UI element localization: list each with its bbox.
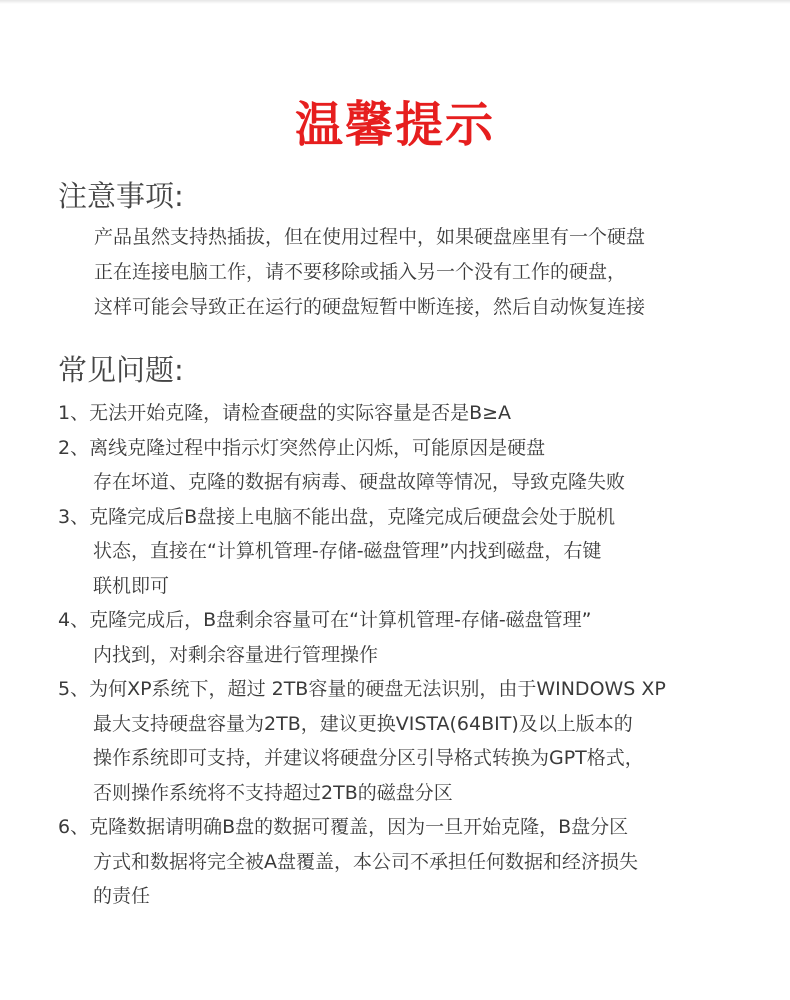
notice-line: 正在连接电脑工作，请不要移除或插入另一个没有工作的硬盘，	[94, 261, 627, 283]
notice-section	[58, 176, 758, 325]
faq-line: 内找到，对剩余容量进行管理操作	[93, 643, 379, 666]
notice-body	[94, 220, 758, 325]
faq-line: 的责任	[93, 885, 151, 907]
faq-line: 最大支持硬盘容量为2TB，建议更换VISTA(64BIT)及以上版本的	[93, 712, 633, 735]
faq-line: 存在坏道、克隆的数据有病毒、硬盘故障等情况，导致克隆失败	[93, 471, 626, 493]
faq-item-3	[58, 500, 758, 604]
notice-line: 这样可能会导致正在运行的硬盘短暂中断连接，然后自动恢复连接	[94, 296, 646, 318]
notice-line: 产品虽然支持热插拔，但在使用过程中，如果硬盘座里有一个硬盘	[94, 226, 646, 248]
page-title: 温馨提示	[294, 97, 495, 154]
faq-item-5	[58, 672, 758, 810]
top-divider	[0, 0, 790, 4]
faq-section	[58, 350, 758, 914]
faq-line: 否则操作系统将不支持超过2TB的磁盘分区	[93, 781, 453, 804]
faq-line: 2、离线克隆过程中指示灯突然停止闪烁，可能原因是硬盘	[58, 436, 546, 459]
faq-item-4	[58, 603, 758, 672]
faq-line: 1、无法开始克隆，请检查硬盘的实际容量是否是B≥A	[58, 402, 512, 424]
faq-line: 状态，直接在“计算机管理-存储-磁盘管理”内找到磁盘，右键	[93, 540, 602, 562]
faq-line: 联机即可	[93, 574, 170, 597]
faq-line: 6、克隆数据请明确B盘的数据可覆盖，因为一旦开始克隆，B盘分区	[58, 816, 629, 838]
faq-line: 5、为何XP系统下，超过 2TB容量的硬盘无法识别，由于WINDOWS XP	[58, 678, 666, 700]
faq-line: 3、克隆完成后B盘接上电脑不能出盘，克隆完成后硬盘会处于脱机	[58, 505, 616, 528]
faq-list	[58, 396, 758, 914]
faq-line: 4、克隆完成后，B盘剩余容量可在“计算机管理-存储-磁盘管理”	[58, 609, 592, 631]
notice-heading: 注意事项:	[58, 179, 184, 213]
faq-line: 操作系统即可支持，并建议将硬盘分区引导格式转换为GPT格式，	[93, 747, 644, 769]
faq-heading: 常见问题:	[58, 353, 184, 387]
faq-item-2	[58, 431, 758, 500]
faq-item-1	[58, 396, 758, 431]
faq-line: 方式和数据将完全被A盘覆盖，本公司不承担任何数据和经济损失	[93, 850, 638, 873]
faq-item-6	[58, 810, 758, 914]
